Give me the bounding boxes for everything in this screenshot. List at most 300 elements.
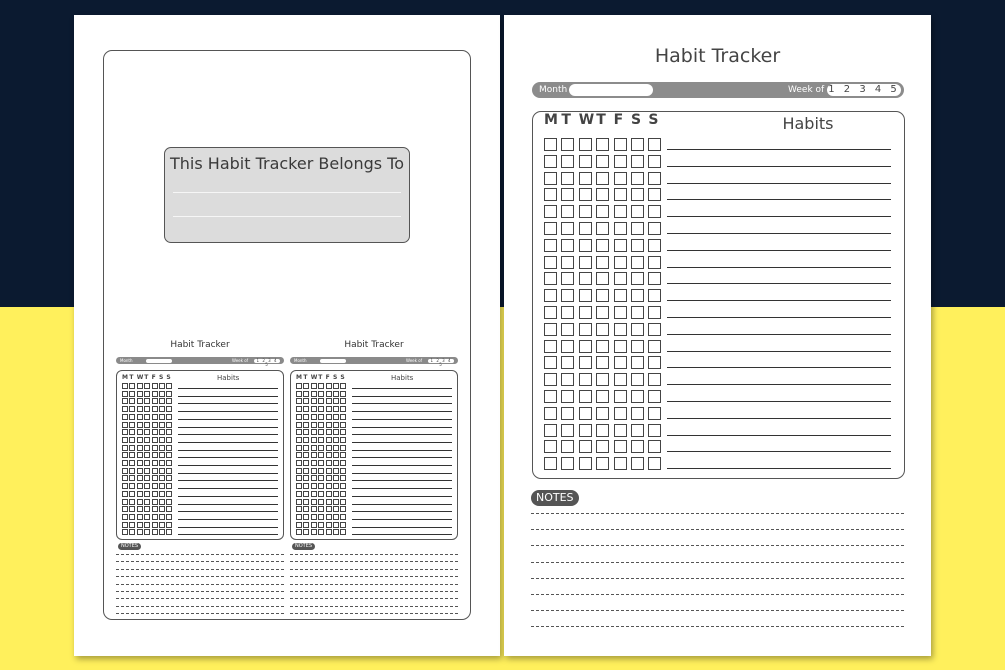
habit-line[interactable] [667, 435, 891, 436]
mini-habit-checkbox[interactable] [333, 514, 339, 520]
habit-checkbox[interactable] [561, 256, 574, 269]
mini-habit-line[interactable] [352, 427, 452, 428]
mini-habit-checkbox[interactable] [318, 398, 324, 404]
mini-habit-checkbox[interactable] [137, 483, 143, 489]
mini-habit-checkbox[interactable] [311, 406, 317, 412]
mini-habit-line[interactable] [178, 396, 278, 397]
habit-checkbox[interactable] [596, 306, 609, 319]
mini-habit-checkbox[interactable] [159, 383, 165, 389]
mini-habit-checkbox[interactable] [311, 506, 317, 512]
habit-line[interactable] [667, 267, 891, 268]
habit-checkbox[interactable] [544, 222, 557, 235]
habit-checkbox[interactable] [544, 323, 557, 336]
mini-habit-checkbox[interactable] [152, 422, 158, 428]
habit-checkbox[interactable] [614, 138, 627, 151]
habit-checkbox[interactable] [596, 457, 609, 470]
mini-habit-checkbox[interactable] [303, 522, 309, 528]
mini-habit-checkbox[interactable] [318, 383, 324, 389]
habit-checkbox[interactable] [631, 205, 644, 218]
mini-habit-checkbox[interactable] [318, 499, 324, 505]
notes-line[interactable] [531, 545, 904, 546]
mini-habit-checkbox[interactable] [152, 437, 158, 443]
habit-checkbox[interactable] [614, 239, 627, 252]
habit-checkbox[interactable] [648, 172, 661, 185]
habit-checkbox[interactable] [561, 457, 574, 470]
mini-habit-checkbox[interactable] [311, 522, 317, 528]
mini-habit-checkbox[interactable] [122, 429, 128, 435]
mini-habit-checkbox[interactable] [303, 398, 309, 404]
habit-checkbox[interactable] [631, 457, 644, 470]
mini-habit-checkbox[interactable] [144, 475, 150, 481]
mini-habit-checkbox[interactable] [152, 391, 158, 397]
mini-habit-checkbox[interactable] [166, 506, 172, 512]
mini-week-numbers[interactable]: 1 2 3 4 5 [428, 359, 454, 363]
habit-line[interactable] [667, 384, 891, 385]
mini-habit-line[interactable] [352, 511, 452, 512]
mini-habit-checkbox[interactable] [166, 429, 172, 435]
mini-habit-checkbox[interactable] [122, 445, 128, 451]
habit-checkbox[interactable] [614, 272, 627, 285]
mini-habit-checkbox[interactable] [122, 475, 128, 481]
habit-checkbox[interactable] [579, 289, 592, 302]
mini-habit-checkbox[interactable] [340, 383, 346, 389]
habit-checkbox[interactable] [544, 340, 557, 353]
mini-habit-checkbox[interactable] [129, 460, 135, 466]
habit-checkbox[interactable] [596, 222, 609, 235]
habit-checkbox[interactable] [579, 373, 592, 386]
mini-habit-checkbox[interactable] [318, 445, 324, 451]
mini-habit-checkbox[interactable] [296, 391, 302, 397]
mini-habit-checkbox[interactable] [326, 522, 332, 528]
habit-checkbox[interactable] [614, 155, 627, 168]
mini-habit-checkbox[interactable] [326, 437, 332, 443]
mini-habit-checkbox[interactable] [296, 460, 302, 466]
mini-habit-checkbox[interactable] [122, 522, 128, 528]
mini-habit-line[interactable] [352, 519, 452, 520]
habit-checkbox[interactable] [561, 323, 574, 336]
mini-habit-checkbox[interactable] [129, 522, 135, 528]
mini-habit-checkbox[interactable] [340, 499, 346, 505]
mini-habit-checkbox[interactable] [129, 491, 135, 497]
mini-habit-checkbox[interactable] [152, 383, 158, 389]
mini-habit-checkbox[interactable] [159, 468, 165, 474]
habit-checkbox[interactable] [631, 306, 644, 319]
mini-habit-checkbox[interactable] [311, 483, 317, 489]
mini-habit-checkbox[interactable] [166, 414, 172, 420]
mini-habit-checkbox[interactable] [303, 514, 309, 520]
habit-checkbox[interactable] [596, 407, 609, 420]
mini-habit-checkbox[interactable] [318, 391, 324, 397]
mini-habit-checkbox[interactable] [333, 499, 339, 505]
mini-habit-checkbox[interactable] [159, 398, 165, 404]
mini-habit-checkbox[interactable] [303, 483, 309, 489]
mini-habit-checkbox[interactable] [303, 506, 309, 512]
mini-habit-checkbox[interactable] [129, 414, 135, 420]
mini-habit-checkbox[interactable] [296, 452, 302, 458]
habit-checkbox[interactable] [561, 340, 574, 353]
mini-notes-line[interactable] [290, 554, 458, 555]
mini-notes-line[interactable] [290, 606, 458, 607]
habit-checkbox[interactable] [631, 323, 644, 336]
mini-habit-checkbox[interactable] [137, 499, 143, 505]
habit-checkbox[interactable] [579, 340, 592, 353]
mini-habit-checkbox[interactable] [318, 437, 324, 443]
mini-habit-checkbox[interactable] [318, 514, 324, 520]
mini-habit-checkbox[interactable] [137, 422, 143, 428]
mini-habit-checkbox[interactable] [296, 445, 302, 451]
mini-habit-line[interactable] [352, 527, 452, 528]
mini-habit-checkbox[interactable] [303, 460, 309, 466]
habit-checkbox[interactable] [579, 222, 592, 235]
mini-habit-checkbox[interactable] [318, 483, 324, 489]
habit-checkbox[interactable] [614, 340, 627, 353]
mini-habit-checkbox[interactable] [318, 414, 324, 420]
mini-habit-checkbox[interactable] [166, 445, 172, 451]
mini-notes-line[interactable] [290, 584, 458, 585]
mini-habit-checkbox[interactable] [340, 468, 346, 474]
mini-habit-checkbox[interactable] [152, 468, 158, 474]
habit-checkbox[interactable] [544, 424, 557, 437]
mini-habit-checkbox[interactable] [333, 429, 339, 435]
mini-habit-checkbox[interactable] [326, 429, 332, 435]
mini-habit-checkbox[interactable] [303, 499, 309, 505]
habit-checkbox[interactable] [614, 390, 627, 403]
mini-habit-checkbox[interactable] [326, 529, 332, 535]
mini-habit-checkbox[interactable] [152, 499, 158, 505]
habit-checkbox[interactable] [614, 424, 627, 437]
mini-habit-checkbox[interactable] [137, 406, 143, 412]
mini-habit-checkbox[interactable] [318, 460, 324, 466]
mini-habit-checkbox[interactable] [311, 468, 317, 474]
mini-habit-checkbox[interactable] [296, 437, 302, 443]
habit-checkbox[interactable] [631, 155, 644, 168]
mini-habit-checkbox[interactable] [152, 491, 158, 497]
mini-habit-checkbox[interactable] [326, 506, 332, 512]
habit-checkbox[interactable] [648, 205, 661, 218]
habit-checkbox[interactable] [596, 289, 609, 302]
mini-habit-checkbox[interactable] [166, 468, 172, 474]
mini-habit-checkbox[interactable] [296, 429, 302, 435]
mini-habit-checkbox[interactable] [303, 475, 309, 481]
mini-habit-line[interactable] [178, 480, 278, 481]
mini-habit-checkbox[interactable] [296, 406, 302, 412]
mini-habit-checkbox[interactable] [129, 406, 135, 412]
habit-checkbox[interactable] [579, 356, 592, 369]
habit-checkbox[interactable] [544, 306, 557, 319]
mini-habit-checkbox[interactable] [166, 475, 172, 481]
mini-habit-checkbox[interactable] [122, 491, 128, 497]
mini-habit-checkbox[interactable] [340, 483, 346, 489]
mini-habit-checkbox[interactable] [159, 499, 165, 505]
habit-checkbox[interactable] [631, 390, 644, 403]
mini-habit-checkbox[interactable] [137, 414, 143, 420]
habit-checkbox[interactable] [596, 356, 609, 369]
mini-habit-checkbox[interactable] [340, 475, 346, 481]
mini-habit-checkbox[interactable] [129, 383, 135, 389]
mini-habit-checkbox[interactable] [333, 483, 339, 489]
mini-habit-line[interactable] [352, 388, 452, 389]
mini-habit-checkbox[interactable] [340, 414, 346, 420]
mini-habit-checkbox[interactable] [326, 491, 332, 497]
mini-habit-checkbox[interactable] [340, 422, 346, 428]
mini-habit-line[interactable] [178, 496, 278, 497]
mini-habit-checkbox[interactable] [326, 468, 332, 474]
habit-checkbox[interactable] [561, 239, 574, 252]
habit-checkbox[interactable] [544, 205, 557, 218]
mini-habit-checkbox[interactable] [129, 483, 135, 489]
mini-habit-checkbox[interactable] [159, 475, 165, 481]
habit-checkbox[interactable] [579, 256, 592, 269]
mini-habit-checkbox[interactable] [333, 437, 339, 443]
habit-checkbox[interactable] [614, 323, 627, 336]
mini-habit-checkbox[interactable] [122, 398, 128, 404]
mini-habit-line[interactable] [352, 480, 452, 481]
mini-habit-checkbox[interactable] [303, 445, 309, 451]
mini-habit-checkbox[interactable] [318, 468, 324, 474]
mini-habit-checkbox[interactable] [333, 398, 339, 404]
mini-habit-checkbox[interactable] [166, 452, 172, 458]
mini-notes-line[interactable] [116, 554, 284, 555]
mini-habit-checkbox[interactable] [326, 460, 332, 466]
habit-checkbox[interactable] [614, 205, 627, 218]
habit-checkbox[interactable] [544, 289, 557, 302]
mini-notes-line[interactable] [290, 576, 458, 577]
mini-habit-checkbox[interactable] [340, 445, 346, 451]
mini-habit-checkbox[interactable] [159, 483, 165, 489]
habit-line[interactable] [667, 401, 891, 402]
mini-month-field[interactable] [320, 359, 346, 363]
mini-habit-checkbox[interactable] [144, 514, 150, 520]
habit-line[interactable] [667, 183, 891, 184]
habit-checkbox[interactable] [544, 457, 557, 470]
mini-habit-checkbox[interactable] [311, 437, 317, 443]
mini-habit-line[interactable] [352, 457, 452, 458]
mini-habit-checkbox[interactable] [333, 460, 339, 466]
mini-habit-checkbox[interactable] [340, 491, 346, 497]
mini-habit-checkbox[interactable] [326, 445, 332, 451]
mini-habit-checkbox[interactable] [296, 506, 302, 512]
mini-habit-checkbox[interactable] [137, 429, 143, 435]
mini-habit-checkbox[interactable] [340, 522, 346, 528]
mini-habit-checkbox[interactable] [144, 398, 150, 404]
mini-habit-checkbox[interactable] [159, 414, 165, 420]
habit-checkbox[interactable] [579, 272, 592, 285]
mini-habit-checkbox[interactable] [122, 529, 128, 535]
habit-line[interactable] [667, 317, 891, 318]
mini-habit-checkbox[interactable] [340, 437, 346, 443]
mini-habit-checkbox[interactable] [166, 406, 172, 412]
habit-checkbox[interactable] [614, 457, 627, 470]
mini-habit-checkbox[interactable] [122, 514, 128, 520]
habit-checkbox[interactable] [544, 239, 557, 252]
mini-habit-checkbox[interactable] [122, 437, 128, 443]
mini-habit-checkbox[interactable] [166, 422, 172, 428]
mini-habit-checkbox[interactable] [311, 445, 317, 451]
mini-habit-checkbox[interactable] [137, 506, 143, 512]
habit-checkbox[interactable] [614, 407, 627, 420]
habit-line[interactable] [667, 199, 891, 200]
mini-notes-line[interactable] [116, 561, 284, 562]
mini-habit-checkbox[interactable] [122, 506, 128, 512]
mini-habit-checkbox[interactable] [122, 452, 128, 458]
mini-habit-checkbox[interactable] [311, 529, 317, 535]
habit-checkbox[interactable] [631, 239, 644, 252]
mini-habit-checkbox[interactable] [122, 460, 128, 466]
mini-habit-line[interactable] [178, 411, 278, 412]
mini-habit-checkbox[interactable] [326, 422, 332, 428]
habit-checkbox[interactable] [648, 289, 661, 302]
mini-habit-checkbox[interactable] [137, 445, 143, 451]
mini-habit-checkbox[interactable] [129, 445, 135, 451]
mini-habit-checkbox[interactable] [159, 522, 165, 528]
habit-checkbox[interactable] [579, 155, 592, 168]
mini-habit-line[interactable] [352, 496, 452, 497]
mini-habit-checkbox[interactable] [152, 429, 158, 435]
mini-habit-checkbox[interactable] [340, 529, 346, 535]
mini-habit-checkbox[interactable] [303, 406, 309, 412]
mini-habit-checkbox[interactable] [326, 452, 332, 458]
habit-checkbox[interactable] [544, 373, 557, 386]
mini-habit-checkbox[interactable] [333, 468, 339, 474]
notes-line[interactable] [531, 578, 904, 579]
habit-checkbox[interactable] [544, 272, 557, 285]
mini-habit-checkbox[interactable] [144, 522, 150, 528]
habit-checkbox[interactable] [648, 155, 661, 168]
habit-checkbox[interactable] [579, 138, 592, 151]
habit-checkbox[interactable] [596, 440, 609, 453]
habit-checkbox[interactable] [579, 306, 592, 319]
habit-checkbox[interactable] [596, 205, 609, 218]
habit-checkbox[interactable] [596, 323, 609, 336]
habit-checkbox[interactable] [561, 205, 574, 218]
mini-habit-checkbox[interactable] [303, 491, 309, 497]
notes-line[interactable] [531, 562, 904, 563]
mini-habit-checkbox[interactable] [318, 529, 324, 535]
mini-habit-checkbox[interactable] [129, 452, 135, 458]
habit-line[interactable] [667, 451, 891, 452]
mini-habit-line[interactable] [352, 403, 452, 404]
habit-checkbox[interactable] [561, 172, 574, 185]
mini-habit-checkbox[interactable] [159, 406, 165, 412]
mini-habit-checkbox[interactable] [129, 529, 135, 535]
mini-habit-checkbox[interactable] [326, 514, 332, 520]
habit-checkbox[interactable] [614, 188, 627, 201]
habit-checkbox[interactable] [596, 239, 609, 252]
mini-habit-line[interactable] [352, 419, 452, 420]
mini-habit-line[interactable] [178, 504, 278, 505]
mini-habit-line[interactable] [178, 473, 278, 474]
mini-habit-line[interactable] [178, 519, 278, 520]
mini-habit-checkbox[interactable] [137, 460, 143, 466]
mini-habit-checkbox[interactable] [144, 422, 150, 428]
habit-checkbox[interactable] [579, 172, 592, 185]
mini-habit-line[interactable] [178, 388, 278, 389]
mini-habit-checkbox[interactable] [152, 475, 158, 481]
mini-habit-checkbox[interactable] [166, 437, 172, 443]
mini-habit-checkbox[interactable] [152, 406, 158, 412]
habit-checkbox[interactable] [631, 172, 644, 185]
mini-habit-checkbox[interactable] [326, 414, 332, 420]
mini-habit-checkbox[interactable] [166, 529, 172, 535]
habit-checkbox[interactable] [648, 390, 661, 403]
mini-notes-line[interactable] [116, 591, 284, 592]
mini-habit-checkbox[interactable] [122, 406, 128, 412]
mini-habit-checkbox[interactable] [152, 483, 158, 489]
habit-checkbox[interactable] [614, 440, 627, 453]
mini-habit-checkbox[interactable] [303, 422, 309, 428]
mini-habit-checkbox[interactable] [303, 391, 309, 397]
mini-habit-checkbox[interactable] [326, 406, 332, 412]
mini-habit-line[interactable] [352, 534, 452, 535]
habit-checkbox[interactable] [544, 138, 557, 151]
mini-notes-line[interactable] [290, 569, 458, 570]
mini-habit-checkbox[interactable] [144, 491, 150, 497]
mini-habit-checkbox[interactable] [303, 468, 309, 474]
mini-habit-checkbox[interactable] [303, 529, 309, 535]
mini-habit-checkbox[interactable] [311, 383, 317, 389]
habit-checkbox[interactable] [561, 356, 574, 369]
habit-checkbox[interactable] [614, 289, 627, 302]
mini-habit-checkbox[interactable] [129, 514, 135, 520]
notes-line[interactable] [531, 594, 904, 595]
habit-checkbox[interactable] [561, 272, 574, 285]
mini-habit-checkbox[interactable] [333, 383, 339, 389]
mini-notes-line[interactable] [290, 598, 458, 599]
mini-habit-checkbox[interactable] [159, 429, 165, 435]
mini-habit-checkbox[interactable] [296, 491, 302, 497]
habit-checkbox[interactable] [631, 440, 644, 453]
mini-habit-checkbox[interactable] [303, 437, 309, 443]
mini-habit-checkbox[interactable] [296, 383, 302, 389]
mini-habit-checkbox[interactable] [296, 514, 302, 520]
mini-habit-checkbox[interactable] [166, 383, 172, 389]
mini-habit-checkbox[interactable] [333, 445, 339, 451]
notes-line[interactable] [531, 610, 904, 611]
habit-checkbox[interactable] [596, 172, 609, 185]
mini-habit-checkbox[interactable] [144, 529, 150, 535]
habit-line[interactable] [667, 351, 891, 352]
mini-habit-checkbox[interactable] [129, 475, 135, 481]
habit-checkbox[interactable] [544, 390, 557, 403]
mini-habit-checkbox[interactable] [144, 383, 150, 389]
habit-checkbox[interactable] [579, 239, 592, 252]
mini-habit-line[interactable] [352, 504, 452, 505]
mini-habit-line[interactable] [352, 434, 452, 435]
mini-habit-line[interactable] [178, 442, 278, 443]
mini-habit-checkbox[interactable] [137, 468, 143, 474]
mini-habit-checkbox[interactable] [311, 414, 317, 420]
mini-habit-line[interactable] [178, 511, 278, 512]
mini-habit-checkbox[interactable] [311, 429, 317, 435]
mini-habit-checkbox[interactable] [340, 506, 346, 512]
mini-habit-checkbox[interactable] [122, 414, 128, 420]
habit-checkbox[interactable] [648, 356, 661, 369]
habit-checkbox[interactable] [544, 172, 557, 185]
mini-habit-checkbox[interactable] [340, 514, 346, 520]
habit-checkbox[interactable] [579, 407, 592, 420]
habit-checkbox[interactable] [544, 188, 557, 201]
mini-habit-checkbox[interactable] [144, 414, 150, 420]
habit-checkbox[interactable] [579, 188, 592, 201]
mini-habit-line[interactable] [178, 427, 278, 428]
mini-notes-line[interactable] [290, 591, 458, 592]
habit-checkbox[interactable] [579, 205, 592, 218]
habit-checkbox[interactable] [631, 373, 644, 386]
mini-habit-checkbox[interactable] [311, 491, 317, 497]
mini-habit-line[interactable] [178, 527, 278, 528]
habit-checkbox[interactable] [579, 440, 592, 453]
mini-habit-checkbox[interactable] [333, 422, 339, 428]
